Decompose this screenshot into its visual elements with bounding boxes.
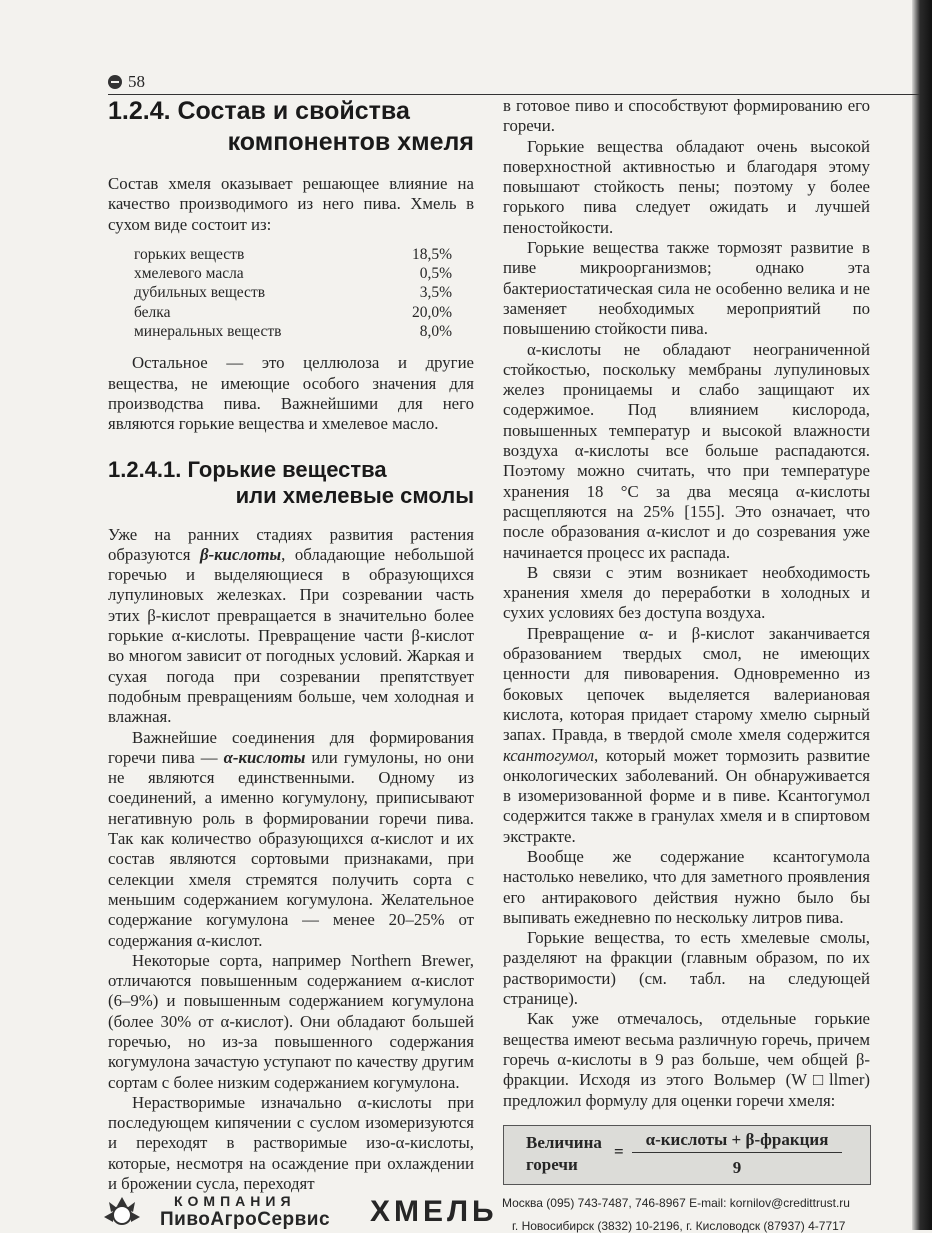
composition-name: дубильных веществ — [134, 284, 266, 302]
paragraph-stability: α-кислоты не обладают неограниченной стойкостью, поскольку мембраны лупулиновых желез проницаемы и слабо защищают их содержимое. Под влиянием кислорода, повышенных температур и высокой влажности воздуха α-кислоты все больше распадаются. Поэтому можно считать, что при температуре хранения 18 °С за два месяца α-кислоты расщепляются на 25% [155]. Это означает, что после образования α-кислот и до созревания уже начинается процесс их распада. — [503, 339, 870, 562]
formula-numerator: α-кислоты + β-фракция — [632, 1130, 842, 1153]
subsection-title-line2: или хмелевые смолы — [235, 482, 474, 508]
section-title — [108, 96, 474, 158]
paragraph-bacteria: Горькие вещества также тормозят развитие в пиве микроорганизмов; однако эта бактериостатическая сила не особенно велика и не заменяет необходимых мероприятий по повышению стойкости пива. — [503, 238, 870, 339]
paragraph-continuation: в готовое пиво и способствуют формированию его горечи. — [503, 96, 870, 136]
composition-row — [134, 303, 452, 322]
paragraph-fractions: Горькие вещества, то есть хмелевые смолы, разделяют на фракции (главным образом, по их растворимости) (см. табл. на следующей странице). — [503, 928, 870, 1009]
rest-paragraph: Остальное — это целлюлоза и другие вещества, не имеющие особого значения для производства пива. Важнейшими для него являются горькие вещества и хмелевое масло. — [108, 353, 474, 434]
paragraph-foam: Горькие вещества обладают очень высокой поверхностной активностью и благодаря этому повышают стойкость пены; поэтому у более горького пива следует ожидать и лучшей пеностойкости. — [503, 136, 870, 237]
paragraph-isomerization: Нерастворимые изначально α-кислоты при последующем кипячении с суслом изомеризуются и переходят в растворимые изо-α-кислоты, которые, несмотря на осаждение при охлаждении и брожении сусла, переходят — [108, 1092, 474, 1194]
term-alpha-acids: α-кислоты — [223, 747, 306, 767]
paragraph-varieties: Некоторые сорта, например Northern Brewer, отличаются повышенным содержанием α-кислот (6–9%) и повышенным содержанием когумулона (более 30% от α-кислот). Они обладают большей горечью, но из-за повышенного содержания когумулона зачастую уступают по качеству другим сортам с более низким содержанием когумулона. — [108, 950, 474, 1092]
formula-equals: = — [614, 1141, 624, 1161]
composition-value: 0,5% — [419, 265, 452, 283]
paragraph-wollmer: Как уже отмечалось, отдельные горькие вещества имеют весьма различную горечь, причем горечь α-кислоты в 9 раз больше, чем общей β-фракции. Исходя из этого Вольмер (W□llmer) предложил формулу для оценки горечи хмеля: — [503, 1009, 870, 1110]
hop-cone-icon — [92, 1193, 152, 1230]
paragraph-xanthohumol: Вообще же содержание ксантогумола настолько невелико, что для заметного проявления его антиракового действия нужно было бы выпивать ежедневно по нескольку литров пива. — [503, 846, 870, 927]
paragraph-storage: В связи с этим возникает необходимость хранения хмеля до переработки в холодных и сухих условиях без доступа воздуха. — [503, 562, 870, 623]
contact-line2: г. Новосибирск (3832) 10-2196, г. Кисловодск (87937) 4-7717 — [512, 1219, 846, 1233]
composition-value: 18,5% — [411, 245, 452, 263]
composition-row — [134, 245, 452, 264]
composition-value: 3,5% — [419, 284, 452, 302]
formula-label: Величина горечи — [526, 1132, 602, 1174]
intro-paragraph: Состав хмеля оказывает решающее влияние на качество производимого из него пива. Хмель в сухом виде состоит из: — [108, 174, 474, 234]
paragraph-alpha-acids: Важнейшие соединения для формирования горечи пива — α-кислоты или гумулоны, но они не являются единственными. Одному из соединений, а именно когумулону, приписывают негативную роль в формировании горечи пива. Так как количество образующихся α-кислот и их состав являются сортовыми признаками, при селекции хмеля стремятся получить сорта с меньшим содержанием когумулона. Желательное содержание когумулона — менее 20–25% от содержания α-кислот. — [108, 727, 474, 950]
page-edge-shadow — [912, 0, 932, 1230]
subsection-title — [108, 457, 474, 509]
paragraph-beta-acids: Уже на ранних стадиях развития растения образуются β-кислоты, обладающие небольшой горечью и выделяющиеся в образующихся лупулиновых железках. При созревании часть этих β-кислот превращается в значительно более горькие α-кислоты. Превращение части β-кислот во многом зависит от погодных условий. Жаркая и сухая погода при созревании препятствует подобным превращениям больше, чем холодная и влажная. — [108, 524, 475, 727]
composition-name: хмелевого масла — [134, 265, 244, 283]
brand-name: ХМЕЛЬ — [370, 1195, 498, 1228]
composition-list — [134, 245, 452, 341]
composition-value: 8,0% — [419, 323, 452, 341]
composition-value: 20,0% — [411, 303, 452, 321]
company-name: ПивоАгроСервис — [160, 1209, 331, 1230]
page-number: 58 — [128, 72, 145, 91]
subsection-title-line1: 1.2.4.1. Горькие вещества — [108, 456, 387, 482]
page-marker-icon — [108, 75, 122, 89]
section-title-line2: компонентов хмеля — [227, 128, 474, 156]
composition-row — [134, 322, 452, 341]
paragraph-resins: Превращение α- и β-кислот заканчивается образованием твердых смол, не имеющих ценности для пивоварения. Одновременно из боковых цепочек выделяется валериановая кислота, которая придает старому хмелю сырный запах. Правда, в твердой смоле хмеля содержится ксантогумол, который может тормозить развитие онкологических заболеваний. Он обнаруживается в изомеризованной форме и в пиве. Ксантогумол содержится также в гранулах хмеля и в спиртовом экстракте. — [503, 623, 870, 846]
term-beta-acids: β-кислоты — [199, 544, 282, 564]
bitterness-formula-box — [503, 1125, 871, 1185]
term-xanthohumol: ксантогумол — [503, 745, 595, 765]
section-title-line1: 1.2.4. Состав и свойства — [108, 97, 410, 125]
page-footer — [92, 1193, 912, 1233]
formula-denominator: 9 — [732, 1157, 742, 1177]
composition-row — [134, 283, 452, 302]
left-column — [108, 96, 474, 1194]
contact-line1: Москва (095) 743-7487, 746-8967 E-mail: kornilov@credittrust.ru — [502, 1196, 850, 1210]
composition-row — [134, 264, 452, 283]
company-label: КОМПАНИЯ — [174, 1193, 296, 1209]
composition-name: минеральных веществ — [134, 323, 282, 341]
right-column — [503, 96, 870, 1185]
composition-name: горьких веществ — [134, 245, 245, 263]
composition-name: белка — [134, 303, 171, 321]
page-header — [108, 74, 920, 95]
